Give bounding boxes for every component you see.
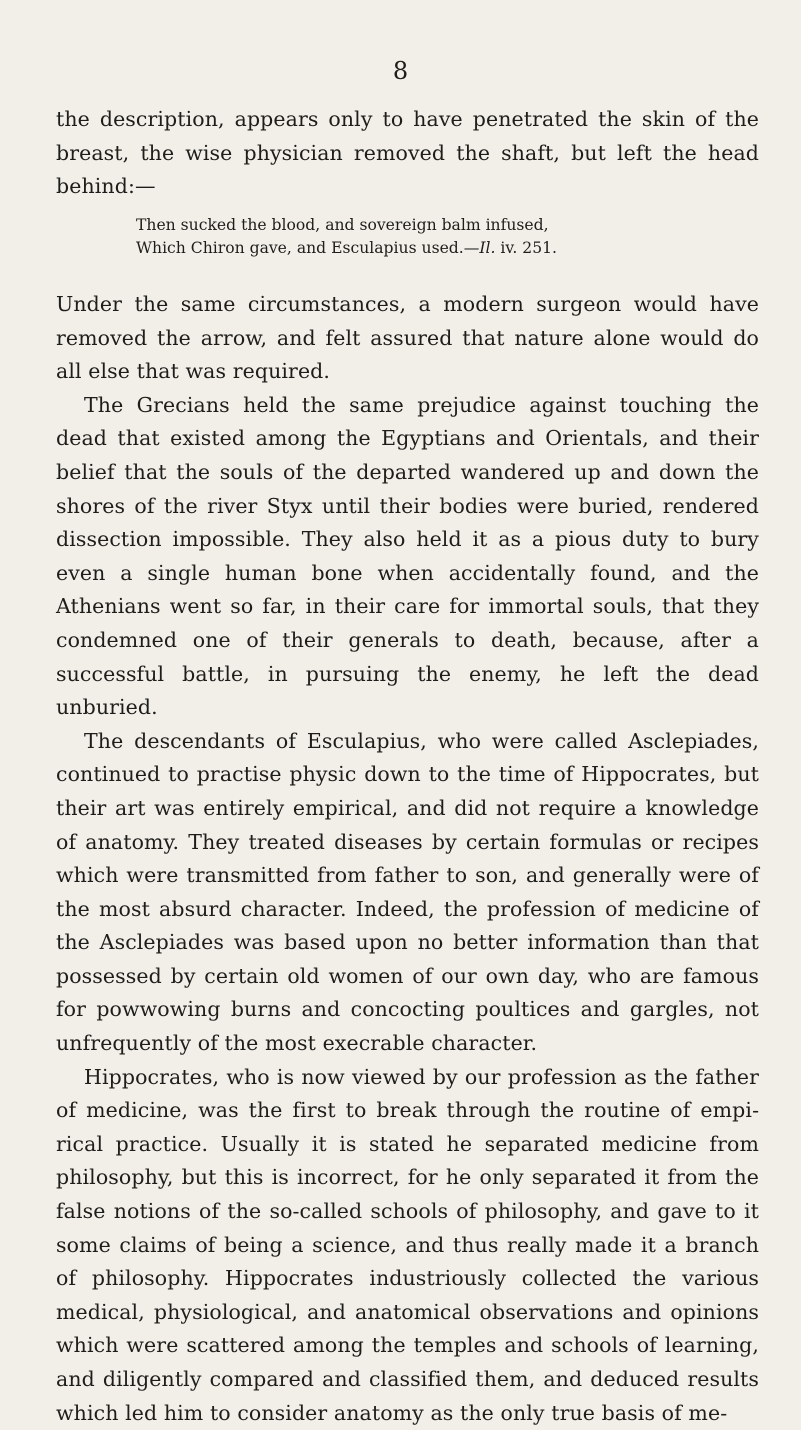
quote-line-2 [136,237,756,260]
page-number: 8 [392,57,409,85]
paragraph-hippocrates: Hippocrates, who is now viewed by our profession as the father of medicine, was the first to break through the routine of empirical practice. Usually it is stated he separated medicine from philosophy, but this is incorrect, for he only separated it from the false notions of the so-called schools of philosophy, and gave to it some claims of being a science, and thus really made it a branch of philosophy. Hippocrates industriously collected the various medical, physiological, and anatomical observations and opinions which were scattered among the temples and schools of learning, and diligently compared and classified them, and deduced results which led him to consider anatomy as the only true basis of me- [56,1064,759,1425]
quote-line-2-text: Which Chiron gave, and Esculapius used.— [136,239,480,257]
quote-source: Il. [479,239,496,257]
paragraph-grecians: The Grecians held the same prejudice against touching the dead that existed among the Egyptians and Orientals, and their belief that the souls of the departed wandered up and down the shores of the river Styx until their bodies were buried, rendered dissection impossible. They also held it as a pious duty to bury even a single human bone when accidentally found, and the Athenians went so far, in their care for immortal souls, that they condemned one of their generals to death, because, after a successful battle, in pursuing the enemy, he left the dead unburied. [56,392,759,720]
quote-line-1: Then sucked the blood, and sovereign balm infused, [136,216,549,234]
opening-paragraph-block [56,103,759,204]
opening-paragraph: the description, appears only to have penetrated the skin of the breast, the wise physician removed the shaft, but left the head behind:— [56,107,759,199]
paragraph-modern-surgeon: Under the same circumstances, a modern surgeon would have removed the arrow, and felt assured that nature alone would do all else that was required. [56,292,759,384]
body-text [56,288,759,1430]
verse-quotation [136,214,756,260]
quote-reference: iv. 251. [495,239,557,257]
paragraph-asclepiades: The descendants of Esculapius, who were called Asclepiades, continued to practise physic down to the time of Hippocrates, but their art was entirely empirical, and did not require a knowledge of anatomy. They treated diseases by certain formulas or recipes which were transmitted from father to son, and generally were of the most absurd character. Indeed, the profession of medicine of the Asclepiades was based upon no better information than that possessed by certain old women of our own day, who are famous for powwowing burns and concocting poultices and gargles, not unfrequently of the most execrable character. [56,728,759,1056]
